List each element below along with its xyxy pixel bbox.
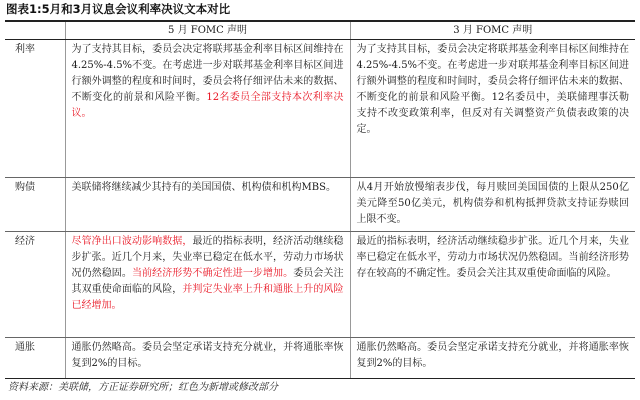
cell-may-rate <box>65 40 350 178</box>
table-row <box>5 338 635 379</box>
cell-may-economy <box>65 232 350 338</box>
text-segment: 通胀仍然略高。委员会坚定承诺支持充分就业，并将通胀率恢复到2%的目标。 <box>356 342 629 369</box>
fomc-comparison-table <box>5 20 635 379</box>
row-label-purchases: 购债 <box>5 178 65 232</box>
row-label-inflation: 通胀 <box>5 338 65 379</box>
row-label-rate: 利率 <box>5 40 65 178</box>
cell-march-rate <box>350 40 635 178</box>
text-segment-changed: 当前经济形势不确定性进一步增加。 <box>131 268 294 279</box>
text-segment: 美联储将继续减少其持有的美国国债、机构债和机构MBS。 <box>71 182 336 193</box>
cell-may-purchases <box>65 178 350 232</box>
text-segment: 通胀仍然略高。委员会坚定承诺支持充分就业，并将通胀率恢复到2%的目标。 <box>71 342 344 369</box>
table-header-row <box>5 21 635 40</box>
text-segment-changed: 12名委员全部支持本次利率决议。 <box>71 92 344 119</box>
text-segment-changed: 尽管净出口波动影响数据， <box>71 236 193 247</box>
header-march-statement: 3 月 FOMC 声明 <box>350 21 635 40</box>
table-row <box>5 178 635 232</box>
text-segment: 为了支持其目标，委员会决定将联邦基金利率目标区间维持在4.25%-4.5%不变。在考虑进一步对联邦基金利率目标区间进行额外调整的程度和时间时，委员会将仔细评估未来的数据、不断变化的前景和风险平衡。 <box>71 44 344 103</box>
header-blank <box>5 21 65 40</box>
text-segment: 为了支持其目标，委员会决定将联邦基金利率目标区间维持在4.25%-4.5%不变。在考虑进一步对联邦基金利率目标区间进行额外调整的程度和时间时，委员会将仔细评估未来的数据、不断变化的前景和风险平衡。12名委员中，美联储理事沃勒支持不改变政策利率，但反对有关调整资产负债表政策的决定。 <box>356 44 629 135</box>
table-row <box>5 232 635 338</box>
figure-title: 图表1:5月和3月议息会议利率决议文本对比 <box>6 2 231 16</box>
row-label-economy: 经济 <box>5 232 65 338</box>
header-may-statement: 5 月 FOMC 声明 <box>65 21 350 40</box>
text-segment: 最近的指标表明，经济活动继续稳步扩张。近几个月来，失业率已稳定在低水平，劳动力市场状况仍然稳固。 <box>71 236 344 279</box>
cell-march-economy <box>350 232 635 338</box>
text-segment: 最近的指标表明，经济活动继续稳步扩张。近几个月来，失业率已稳定在低水平，劳动力市场状况仍然稳固。当前经济形势存在较高的不确定性。委员会关注其双重使命面临的风险。 <box>356 236 629 279</box>
text-segment: 委员会关注其双重使命面临的风险， <box>71 268 344 295</box>
cell-march-inflation <box>350 338 635 379</box>
table-row <box>5 40 635 178</box>
text-segment-changed: 并判定失业率上升和通胀上升的风险已经增加。 <box>71 284 344 311</box>
cell-march-purchases <box>350 178 635 232</box>
cell-may-inflation <box>65 338 350 379</box>
source-note: 资料来源：美联储，方正证券研究所；红色为新增或修改部分 <box>8 382 278 393</box>
text-segment: 从4月开始放慢缩表步伐，每月赎回美国国债的上限从250亿美元降至50亿美元，机构债券和机构抵押贷款支持证券赎回上限不变。 <box>356 182 629 225</box>
